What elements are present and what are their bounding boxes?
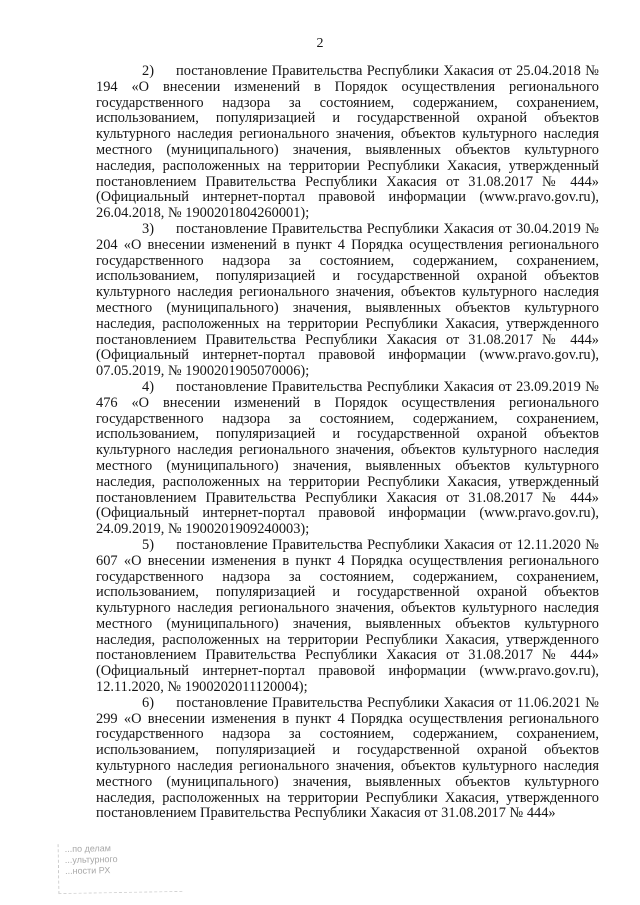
stamp-line: ...ности РХ [64,865,111,876]
list-item-6: 6) постановление Правительства Республики Хакасия от 11.06.2021 № 299 «О внесении изменения в пункт 4 Порядка осуществления регионального государственного надзора за состоянием, содержанием, сохранением, использованием, популяризацией и государственной охраной объектов культурного наследия регионального значения, объектов культурного наследия местного (муниципального) значения, выявленных объектов культурного наследия, расположенных на территории Республики Хакасия, утвержденного постановлением Правительства Республики Хакасия от 31.08.2017 № 444» [96,694,599,822]
page-number: 2 [316,36,324,51]
stamp-line: ...по делам [64,843,112,854]
document-body [96,64,599,822]
faded-stamp [58,842,183,894]
list-item-5: 5) постановление Правительства Республики Хакасия от 12.11.2020 № 607 «О внесении изменения в пункт 4 Порядка осуществления регионального государственного надзора за состоянием, содержанием, сохранением, использованием, популяризацией и государственной охраной объектов культурного наследия регионального значения, объектов культурного наследия местного (муниципального) значения, выявленных объектов культурного наследия, расположенных на территории Республики Хакасия, утвержденного постановлением Правительства Республики Хакасия от 31.08.2017 № 444» (Официальный интернет-портал правовой информации (www.pravo.gov.ru), 12.11.2020, № 1900202011120004); [96,536,599,696]
list-item-4: 4) постановление Правительства Республики Хакасия от 23.09.2019 № 476 «О внесении изменений в Порядок осуществления регионального государственного надзора за состоянием, содержанием, сохранением, использованием, популяризацией и государственной охраной объектов культурного наследия регионального значения, объектов культурного наследия местного (муниципального) значения, выявленных объектов культурного наследия, расположенных на территории Республики Хакасия, утвержденный постановлением Правительства Республики Хакасия от 31.08.2017 № 444» (Официальный интернет-портал правовой информации (www.pravo.gov.ru), 24.09.2019, № 1900201909240003); [96,378,599,538]
stamp-line: ...ультурного [64,854,118,865]
list-item-3: 3) постановление Правительства Республики Хакасия от 30.04.2019 № 204 «О внесении изменений в пункт 4 Порядка осуществления регионального государственного надзора за состоянием, содержанием, сохранением, использованием, популяризацией и государственной охраной объектов культурного наследия регионального значения, объектов культурного наследия местного (муниципального) значения, выявленных объектов культурного наследия, расположенных на территории Республики Хакасия, утвержденного постановлением Правительства Республики Хакасия от 31.08.2017 № 444» (Официальный интернет-портал правовой информации (www.pravo.gov.ru), 07.05.2019, № 1900201905070006); [96,220,599,380]
list-item-2: 2) постановление Правительства Республики Хакасия от 25.04.2018 № 194 «О внесении изменений в Порядок осуществления регионального государственного надзора за состоянием, содержанием, сохранением, использованием, популяризацией и государственной охраной объектов культурного наследия регионального значения, объектов культурного наследия местного (муниципального) значения, выявленных объектов культурного наследия, расположенных на территории Республики Хакасия, утвержденный постановлением Правительства Республики Хакасия от 31.08.2017 № 444» (Официальный интернет-портал правовой информации (www.pravo.gov.ru), 26.04.2018, № 1900201804260001); [96,63,599,222]
